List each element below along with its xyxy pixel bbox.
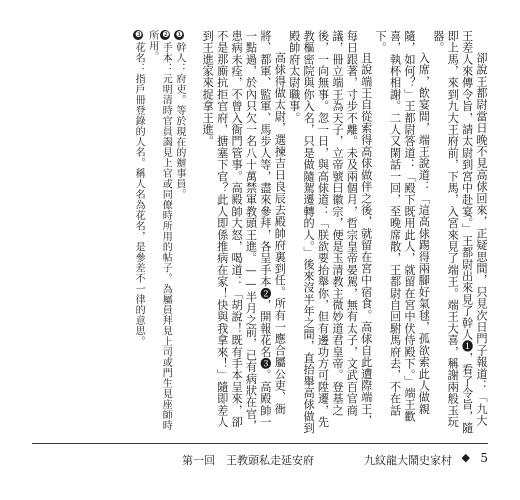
diamond-icon: ◆ — [461, 451, 470, 464]
running-book-title: 九紋龍大鬧史家村 — [364, 454, 452, 467]
running-chapter-title — [182, 452, 314, 468]
footnote-2 — [145, 30, 172, 436]
footnote-1 — [172, 30, 186, 436]
chapter-title: 王教頭私走延安府 — [226, 454, 314, 467]
notes-separator — [186, 30, 200, 436]
body-paragraph-2: 入席，飲宴間，端王說道：「這高俅踢得兩腳好氣毬，孤欲索此人做親隨，如何？」王都尉答道：「殿下既用此人，就留在宮中伏侍殿下。」端王歡喜，執杯相謝。二人又閑話一回，至晚席散，王都尉自回駙馬府去，不在話下。 — [374, 30, 431, 423]
footnote-text: 幹人：府吏。等於現在的辦事員。 — [173, 42, 185, 200]
page-number: 5 — [480, 451, 488, 465]
footnote-number: ❸ — [134, 30, 144, 40]
footnote-number: ❶ — [174, 30, 184, 40]
main-text-columns — [70, 30, 488, 436]
footnote-text: 手本：元明清時官員謁見上官或同僚時所用的帖子。為屬員拜見上司或門生見座師時所用。 — [146, 30, 172, 431]
footnote-number: ❷ — [161, 30, 171, 40]
footnotes — [132, 30, 186, 436]
page-footer — [32, 452, 488, 474]
body-paragraph-1: 卻說王都尉當日晚不見高俅回來，正疑思間，只見次日門子報道：「九大王差人來傳令旨，請太尉到宮中赴宴。」王都尉出來見了幹人❶，看了令旨，隨即上馬，來到九大王府前，下馬，入宮來見了端王。端王大喜，稱謝兩般玉玩器。 — [431, 30, 488, 434]
chapter-label: 第一回 — [182, 454, 215, 467]
footnote-3 — [132, 30, 146, 436]
footer-rule — [32, 443, 488, 444]
footnote-text: 花名：指戶冊登錄的人名。稱人名為花名，是參差不一律的意思。 — [133, 42, 145, 347]
body-paragraph-3: 且說端王自從索得高俅做伴之後，就留在宮中宿食。高俅自此遭際端王，每日跟著，寸步不離。未及兩個月，哲宗皇帝晏駕，無有太子，文武百官商議，冊立端王為天子，立帝號曰徽宗，便是玉清教主微妙道君皇帝。登基之後，一向無事。忽一日，與高俅道：「朕欲要抬舉你，但有邊功方可陞遷，先教樞密院與你入名，只是做隨駕遷轉的人。」後來沒半年之間，直抬舉高俅做到殿帥府太尉職事。 — [287, 30, 373, 434]
body-paragraph-4: 高俅得做太尉，選揀吉日良辰去殿帥府裏到任。所有一應合屬公吏、衙將、都軍、監軍、馬步人等，盡來參拜，各呈手本❷，開報花名❸。高殿帥一一點過，於內只欠一名八十萬禁軍教頭王進。——半月之前，已有病狀在官，患病未痊，不曾入衙門管事。高殿帥大怒，喝道：「胡說！既有手本呈來，卻不是那廝抗拒官府，搪塞下官？此人即係推病在家！快與我拿來！」隨即差人到王進家來捉拿王進。 — [201, 30, 287, 432]
